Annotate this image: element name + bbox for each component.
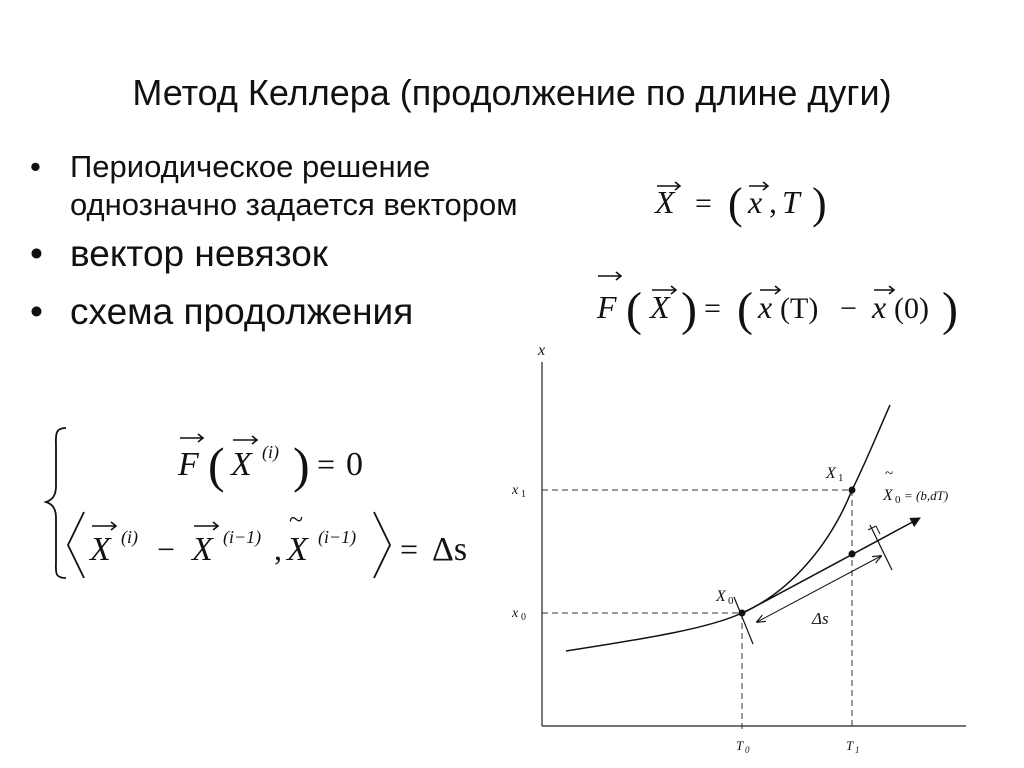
- continuation-diagram: [511, 342, 966, 755]
- point-label-subscript: 1: [838, 472, 844, 484]
- formula-system: [46, 428, 467, 578]
- vector-arrow-icon: [92, 522, 116, 530]
- angle-bracket-left: [68, 512, 84, 578]
- tick-label-text: x: [512, 483, 519, 498]
- formula-paren: (: [737, 283, 753, 336]
- formula-paren: ): [681, 283, 697, 336]
- tick-label-x0: [511, 606, 526, 623]
- bullet-text: схема продолжения: [70, 291, 414, 332]
- formula-superscript: (i−1): [318, 527, 357, 547]
- bullet-marker: •: [30, 233, 43, 274]
- bullet-text: вектор невязок: [70, 233, 328, 274]
- formula-symbol-T: T: [782, 184, 800, 220]
- formula-equals: =: [317, 446, 336, 482]
- tangent-tick-end: [870, 525, 892, 570]
- bullet-marker: •: [30, 149, 41, 184]
- formula-symbol-x: x: [758, 289, 773, 325]
- point-label-subscript: 0: [728, 595, 734, 607]
- formula-symbol-X: X: [287, 531, 308, 568]
- formula-superscript: (i): [262, 442, 279, 462]
- tangent-vector-arrow: [745, 518, 920, 612]
- formula-paren: ): [812, 179, 827, 228]
- formula-zero: 0: [346, 446, 363, 483]
- tangent-label-subscript: 0: [895, 494, 901, 506]
- formula-symbol-X: X: [655, 184, 675, 220]
- tick-label-T0: [736, 738, 750, 755]
- vector-arrow-icon: [180, 434, 203, 442]
- formula-comma: ,: [274, 531, 282, 567]
- point-X1: [849, 487, 856, 494]
- tick-label-subscript: 0: [745, 745, 750, 755]
- tick-label-subscript: 1: [521, 489, 526, 500]
- formula-argument: (T): [780, 292, 819, 325]
- formula-equals: =: [400, 531, 419, 567]
- tick-label-subscript: 1: [855, 745, 860, 755]
- tick-label-text: T: [736, 738, 744, 753]
- y-axis-label: x: [538, 342, 546, 359]
- formula-comma: ,: [769, 184, 777, 220]
- vector-arrow-icon: [233, 436, 257, 444]
- tangent-label-text: X: [883, 487, 893, 504]
- formula-symbol-x: x: [748, 184, 763, 220]
- formula-paren: ): [942, 283, 958, 336]
- formula-minus: −: [157, 531, 176, 567]
- system-brace: [46, 428, 66, 578]
- formula-superscript: (i): [121, 527, 138, 547]
- bullet-text: Периодическое решение однозначно задается вектором: [70, 149, 518, 222]
- label-tangent-vector: [882, 466, 948, 506]
- solution-curve: [566, 405, 890, 651]
- label-X1: [825, 465, 844, 484]
- formula-argument: (0): [894, 292, 929, 325]
- formula-superscript: (i−1): [223, 527, 262, 547]
- tick-label-subscript: 0: [521, 612, 526, 623]
- slide-title: Метод Келлера (продолжение по длине дуги): [132, 72, 892, 113]
- formula-vector-definition: [653, 179, 827, 228]
- label-X0: [715, 588, 734, 607]
- formula-symbol-F: F: [178, 446, 199, 483]
- formula-minus: −: [840, 292, 857, 325]
- formula-symbol-X: X: [650, 289, 670, 325]
- formula-equals: =: [704, 292, 721, 325]
- formula-symbol-X: X: [90, 531, 111, 568]
- formula-delta-s: Δs: [432, 531, 468, 568]
- formula-residual: [596, 272, 958, 336]
- tick-label-x1: [511, 483, 526, 500]
- formula-symbol-X: X: [192, 531, 213, 568]
- label-delta-s: Δs: [812, 609, 829, 628]
- bullet-marker: •: [30, 291, 43, 332]
- formula-symbol-x: x: [872, 289, 887, 325]
- tangent-label-equation: = (b,dT): [904, 488, 949, 503]
- vector-arrow-icon: [194, 522, 218, 530]
- point-label-text: X: [826, 465, 836, 482]
- tick-label-text: T: [846, 738, 854, 753]
- formula-symbol-X: X: [231, 446, 252, 483]
- formula-paren: ): [293, 437, 310, 493]
- formula-paren: (: [626, 283, 642, 336]
- point-X0: [739, 610, 746, 617]
- formula-symbol-F: F: [597, 289, 617, 325]
- formula-equals: =: [695, 187, 712, 220]
- point-predictor: [849, 551, 856, 558]
- formula-paren: (: [208, 437, 225, 493]
- tilde-icon: ~: [289, 505, 304, 534]
- point-label-text: X: [716, 588, 726, 605]
- angle-bracket-right: [374, 512, 390, 578]
- tangent-tick-start: [734, 597, 753, 644]
- formula-paren: (: [728, 179, 743, 228]
- tick-label-T1: [846, 738, 860, 755]
- vector-arrow-icon: [598, 272, 621, 280]
- tilde-icon: ~: [885, 466, 894, 482]
- tick-label-text: x: [512, 606, 519, 621]
